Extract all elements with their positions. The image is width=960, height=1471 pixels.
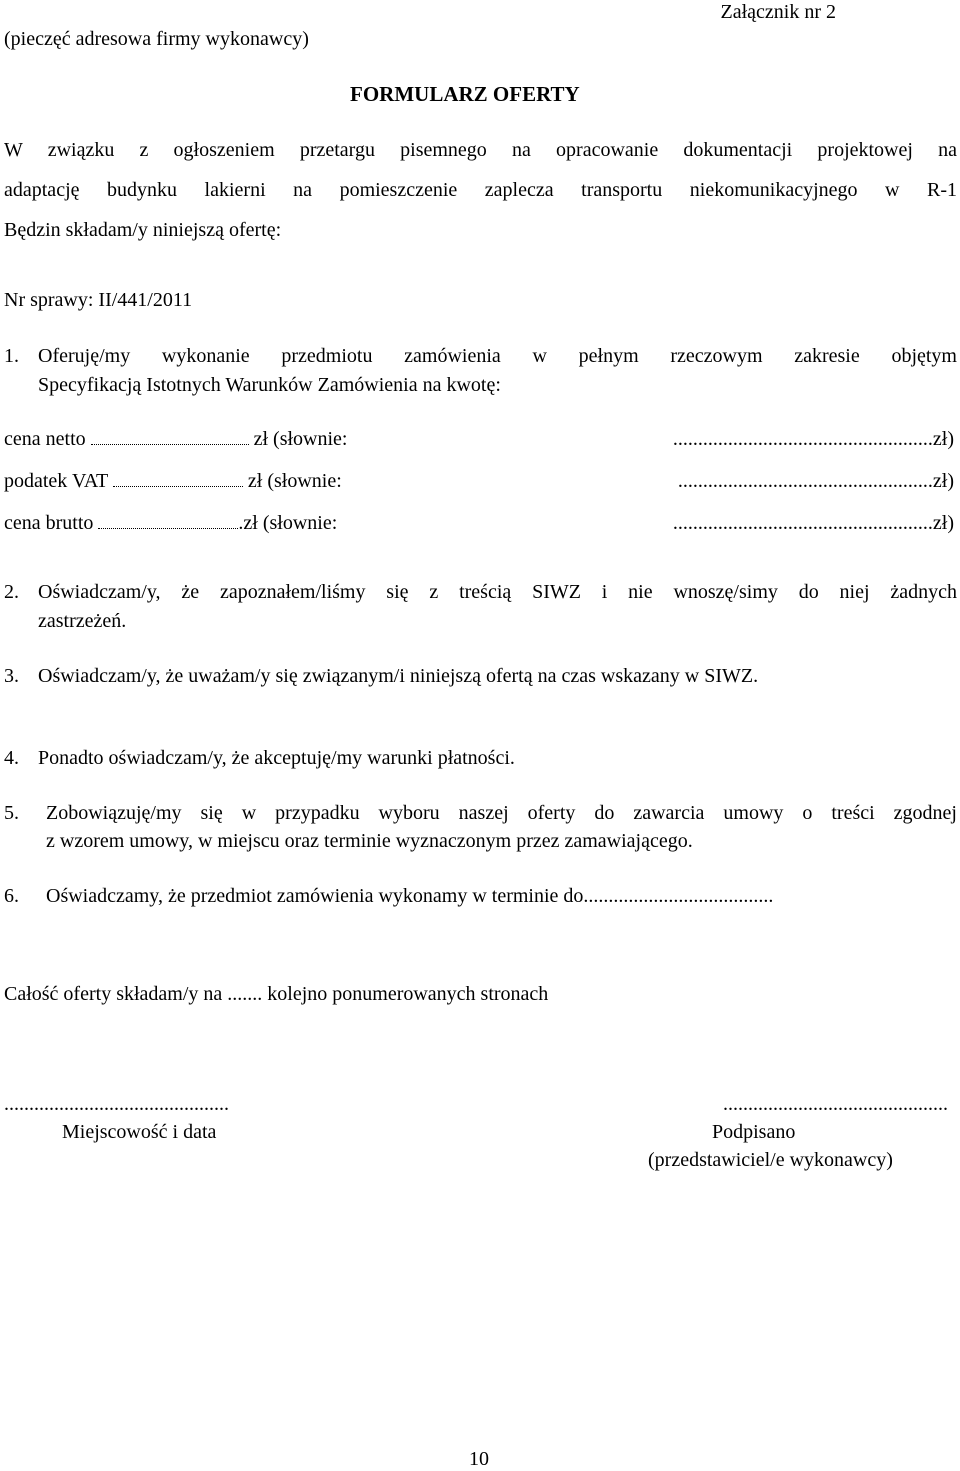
point-3-text: Oświadczam/y, że uważam/y się związanym/i niniejszą ofertą na czas wskazany w SIWZ. xyxy=(38,665,759,687)
point-5-line-1: Zobowiązuję/my się w przypadku wyboru naszej oferty do zawarcia umowy o treści zgodnej xyxy=(46,802,957,824)
place-date-line: ............................................. xyxy=(4,1093,229,1115)
intro-line-1: W związku z ogłoszeniem przetargu pisemnego na opracowanie dokumentacji projektowej na xyxy=(4,139,957,161)
amount-fill-line xyxy=(98,514,238,529)
case-number: Nr sprawy: II/441/2011 xyxy=(4,289,193,311)
point-1-number: 1. xyxy=(4,345,19,367)
amount-currency-label: .zł (słownie: xyxy=(238,512,338,534)
amount-currency-label: zł (słownie: xyxy=(247,470,342,492)
amount-row-netto xyxy=(4,428,954,451)
point-6-text: Oświadczamy, że przedmiot zamówienia wykonamy w terminie do...................................... xyxy=(46,885,774,907)
place-date-label: Miejscowość i data xyxy=(62,1121,217,1143)
point-3-number: 3. xyxy=(4,665,19,687)
signature-label: Podpisano xyxy=(712,1121,796,1143)
amount-currency-label: zł (słownie: xyxy=(253,428,348,450)
signature-line: ............................................. xyxy=(723,1093,948,1115)
point-4-text: Ponadto oświadczam/y, że akceptuję/my warunki płatności. xyxy=(38,747,515,769)
page-title: FORMULARZ OFERTY xyxy=(350,82,580,106)
intro-line-3: Będzin składam/y niniejszą ofertę: xyxy=(4,219,282,241)
amount-label: cena brutto xyxy=(4,512,94,534)
amount-words-line: ...................................................zł) xyxy=(677,470,954,492)
point-6-number: 6. xyxy=(4,885,19,907)
intro-line-2: adaptację budynku lakierni na pomieszczenie zaplecza transportu niekomunikacyjnego w R-1 xyxy=(4,179,957,201)
amount-label: podatek VAT xyxy=(4,470,108,492)
signature-role-label: (przedstawiciel/e wykonawcy) xyxy=(648,1149,893,1171)
stamp-label: (pieczęć adresowa firmy wykonawcy) xyxy=(4,28,309,50)
point-2-line-1: Oświadczam/y, że zapoznałem/liśmy się z treścią SIWZ i nie wnoszę/simy do niej żadnych xyxy=(38,581,957,603)
attachment-label: Załącznik nr 2 xyxy=(720,1,836,23)
amount-fill-line xyxy=(91,430,249,445)
amount-row-vat xyxy=(4,470,954,493)
point-1-line-2: Specyfikacją Istotnych Warunków Zamówienia na kwotę: xyxy=(38,374,501,396)
amount-words-line: ....................................................zł) xyxy=(672,512,954,534)
amount-label: cena netto xyxy=(4,428,86,450)
point-5-number: 5. xyxy=(4,802,19,824)
page-number: 10 xyxy=(469,1448,489,1470)
point-2-line-2: zastrzeżeń. xyxy=(38,610,127,632)
point-4-number: 4. xyxy=(4,747,19,769)
pages-statement: Całość oferty składam/y na ....... kolejno ponumerowanych stronach xyxy=(4,983,549,1005)
amount-row-brutto xyxy=(4,512,954,535)
amount-fill-line xyxy=(113,472,243,487)
point-5-line-2: z wzorem umowy, w miejscu oraz terminie wyznaczonym przez zamawiającego. xyxy=(46,830,693,852)
point-2-number: 2. xyxy=(4,581,19,603)
amount-words-line: ....................................................zł) xyxy=(672,428,954,450)
point-1-line-1: Oferuję/my wykonanie przedmiotu zamówienia w pełnym rzeczowym zakresie objętym xyxy=(38,345,957,367)
